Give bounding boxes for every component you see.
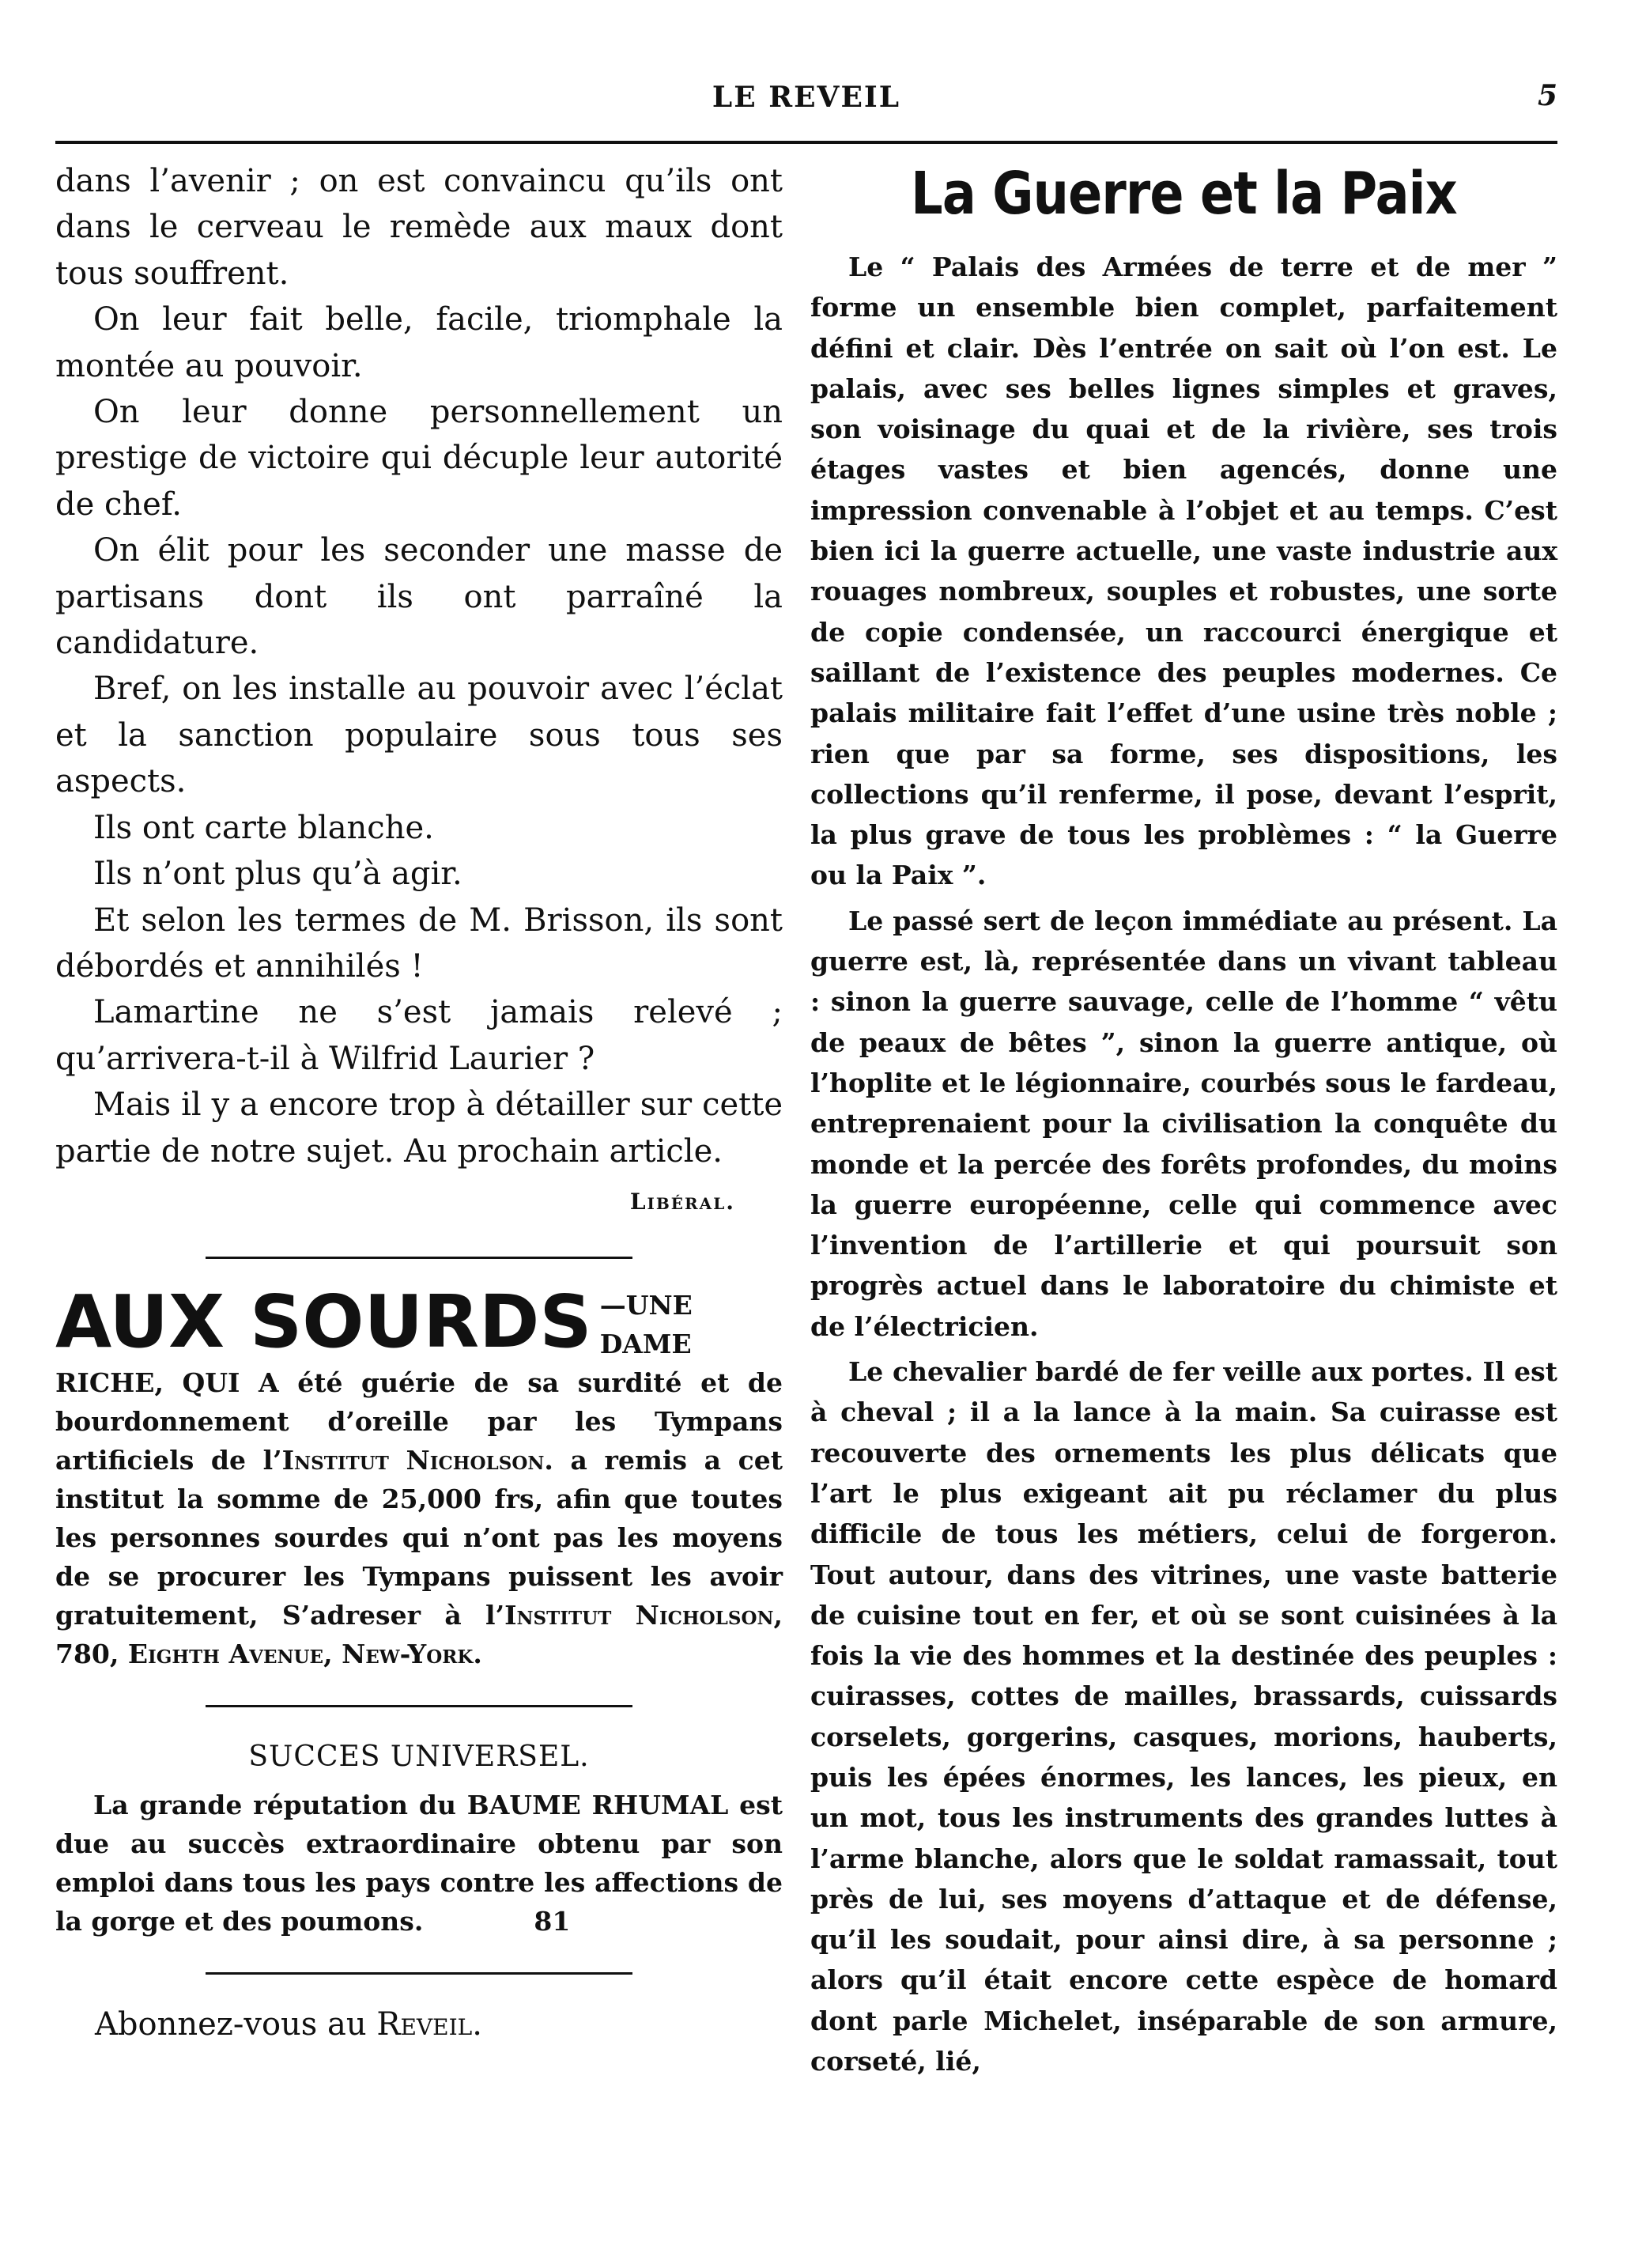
subscribe-notice [55,2002,783,2047]
ad-aux-sourds [55,1280,783,1673]
paragraph: dans l’avenir ; on est convaincu qu’ils ont dans le cerveau le remède aux maux dont tous souffrent. [55,163,783,292]
left-column [55,158,783,2047]
paragraph: On leur donne personnellement un prestige de victoire qui décuple leur autorité de chef. [55,394,783,523]
section-divider [206,1972,632,1975]
ad-headline: AUX SOURDS [55,1280,592,1365]
paragraph: Ils ont carte blanche. [93,809,434,846]
page-number: 5 [1537,79,1557,112]
paragraph: Bref, on les installe au pouvoir avec l’éclat et la sanction populaire sous tous ses aspects. [55,671,783,800]
paragraph: On élit pour les seconder une masse de partisans dont ils ont parraîné la candidature. [55,532,783,662]
right-column [810,158,1557,2081]
page-header [55,76,1557,123]
ad-institut: Institut Nicholson [504,1600,774,1631]
paragraph: Et selon les termes de M. Brisson, ils sont débordés et annihilés ! [55,902,783,985]
ad-text: . a remis a cet institut la somme de 25,000 frs, afin que toutes les personnes sourdes qui n’ont pas les moyens de se procurer les Tympans puissent les avoir gratuitement, S’adreser à l’ [55,1445,783,1631]
ad-address: Eighth Avenue, New-York. [127,1639,482,1670]
paragraph: Mais il y a encore trop à détailler sur cette partie de notre sujet. Au prochain article. [55,1087,783,1170]
ad-number: 81 [534,1905,571,1937]
ad-title: SUCCES UNIVERSEL. [248,1741,590,1774]
subscribe-text: Abonnez-vous au [95,2005,377,2043]
newspaper-title: LE REVEIL [712,81,901,114]
section-divider [206,1705,632,1707]
ad-body: La grande réputation du BAUME RHUMAL est due au succès extraordinaire obtenu par son emploi dans tous les pays contre les affections de la gorge et des poumons. [55,1789,783,1937]
signature: Libéral. [629,1188,735,1215]
paragraph: Le passé sert de leçon immédiate au présent. La guerre est, là, représentée dans un vivant tableau : sinon la guerre sauvage, celle de l’homme “ vêtu de peaux de bêtes ”, sinon la guerre antique, où l’hoplite et le légionnaire, courbés sous le fardeau, entreprenaient pour la civilisation la conquête du monde et la percée des forêts profondes, du moins la guerre européenne, celle qui commence avec l’invention de l’artillerie et qui poursuit son progrès actuel dans le laboratoire du chimiste et de l’électricien. [810,905,1557,1342]
paragraph: Le chevalier bardé de fer veille aux portes. Il est à cheval ; il a la lance à la main. Sa cuirasse est recouverte des ornements les plus délicats que l’art le plus exigeant ait pu réclamer du plus difficile de tous les métiers, celui de forgeron. Tout autour, dans des vitrines, une vaste batterie de cuisine tout en fer, et où se sont cuisinées à la fois la vie des hommes et la destinée des peuples : cuirasses, cottes de mailles, brassards, cuissards corselets, gorgerins, casques, morions, hauberts, puis les épées énormes, les lances, les pieux, en un mot, tous les instruments des grandes luttes à l’arme blanche, alors que le soldat ramassait, tout près de lui, ses moyens d’attaque et de défense, qu’il les soudait, pour ainsi dire, à sa personne ; alors qu’il était encore cette espèce de homard dont parle Michelet, inséparable de son armure, corseté, lié, [810,1356,1557,2077]
paragraph: On leur fait belle, facile, triomphale la montée au pouvoir. [55,301,783,384]
paragraph: Le “ Palais des Armées de terre et de mer ” forme un ensemble bien complet, parfaitement défini et clair. Dès l’entrée on sait où l’on est. Le palais, avec ses belles lignes simples et graves, son voisinage du quai et de la rivière, ses trois étages vastes et bien agencés, donne une impression convenable à l’objet et au temps. C’est bien ici la guerre actuelle, une vaste industrie aux rouages nombreux, souples et robustes, une sorte de copie condensée, un raccourci énergique et saillant de l’existence des peuples modernes. Ce palais militaire fait l’effet d’une usine très noble ; rien que par sa forme, ses dispositions, les collections qu’il renferme, il pose, devant l’esprit, la plus grave de tous les problèmes : “ la Guerre ou la Paix ”. [810,251,1557,891]
paragraph: Ils n’ont plus qu’à agir. [93,856,462,893]
paragraph: Lamartine ne s’est jamais relevé ; qu’arrivera-t-il à Wilfrid Laurier ? [55,994,783,1077]
ad-baume-rhumal [55,1786,783,1941]
paper-name: Reveil. [376,2005,482,2043]
ad-text: , 780, [55,1600,783,1670]
article-title: La Guerre et la Paix [911,160,1457,228]
ad-institut: Institut Nicholson [281,1445,545,1476]
header-rule [55,141,1557,144]
ad-text: —UNE DAME RICHE, QUI A été guérie de sa surdité et de bourdonnement d’oreille par les Tympans artificiels de l’ [55,1290,783,1476]
section-divider [206,1257,632,1259]
